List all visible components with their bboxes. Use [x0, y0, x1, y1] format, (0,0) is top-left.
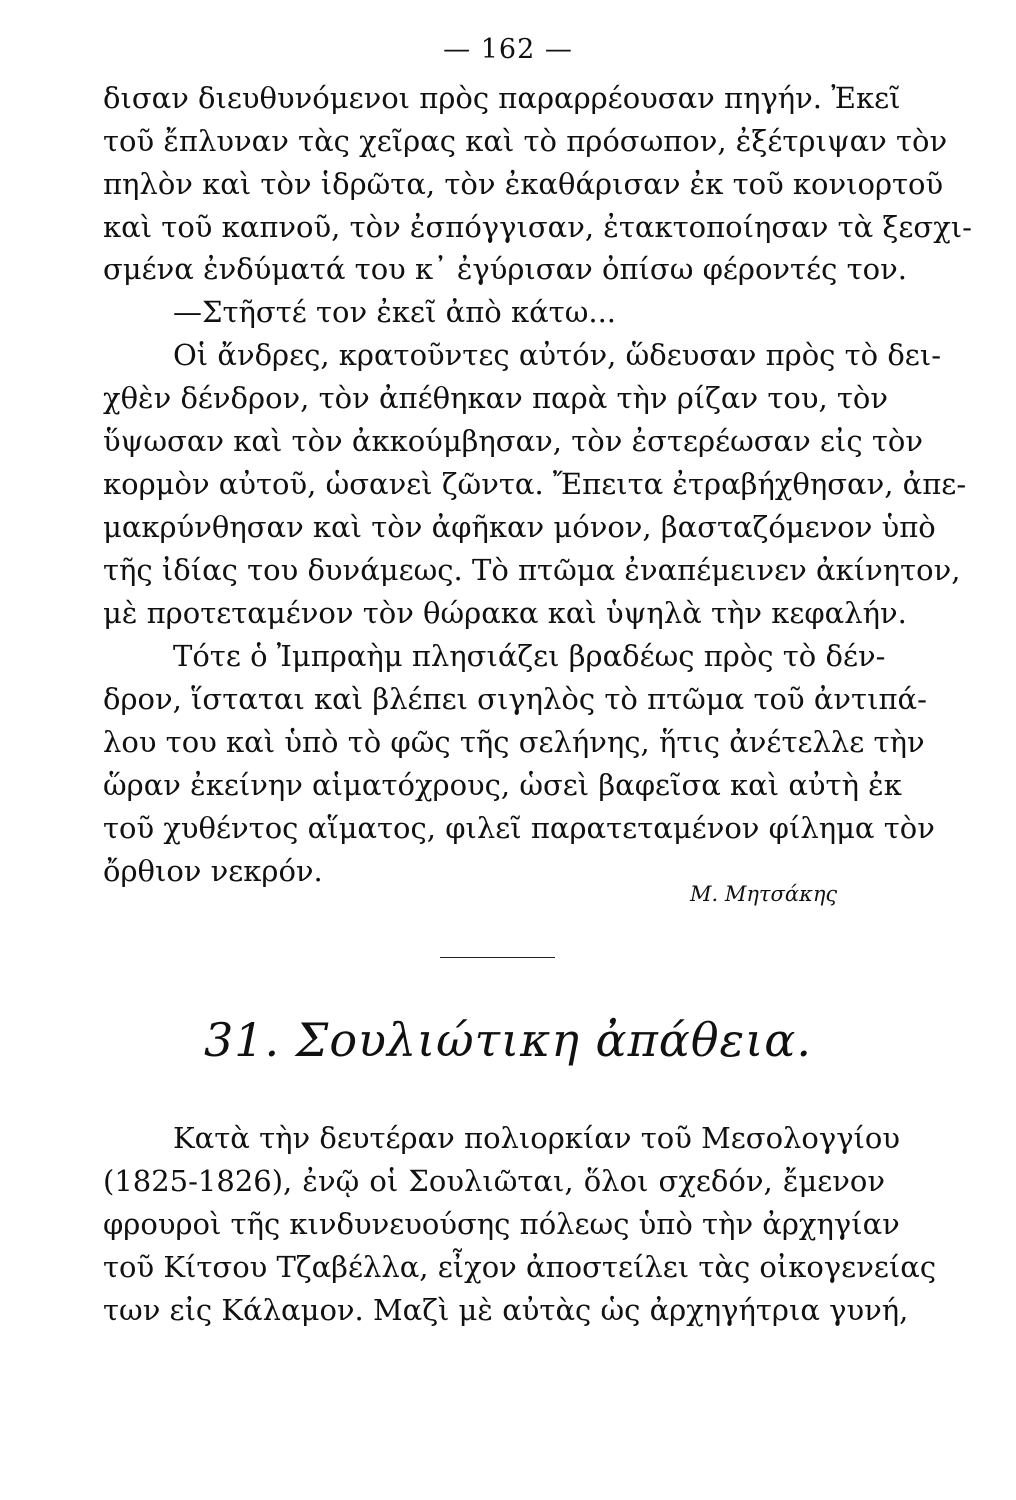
- author-signature: Μ. Μητσάκης: [690, 882, 838, 906]
- text-line: μὲ προτεταμένον τὸν θώρακα καὶ ὑψηλὰ τὴν κεφαλήν.: [103, 596, 907, 630]
- text-line: φρουροὶ τῆς κινδυνευούσης πόλεως ὑπὸ τὴν ἀρχηγίαν: [103, 1207, 900, 1241]
- page-number: — 162 —: [443, 34, 573, 65]
- text-line: χθὲν δένδρον, τὸν ἀπέθηκαν παρὰ τὴν ρίζαν του, τὸν: [103, 381, 889, 415]
- text-line: Τότε ὁ Ἰμπραὴμ πλησιάζει βραδέως πρὸς τὸ δέν-: [173, 639, 886, 673]
- text-line: Κατὰ τὴν δευτέραν πολιορκίαν τοῦ Μεσολογγίου: [173, 1121, 901, 1155]
- text-line: τοῦ ἔπλυναν τὰς χεῖρας καὶ τὸ πρόσωπον, ἐξέτριψαν τὸν: [103, 124, 948, 158]
- text-line: ὥραν ἐκείνην αἱματόχρους, ὡσεὶ βαφεῖσα καὶ αὐτὴ ἐκ: [103, 768, 902, 802]
- text-line: σμένα ἐνδύματά του κ᾽ ἐγύρισαν ὀπίσω φέροντές τον.: [103, 252, 907, 286]
- text-line: τῆς ἰδίας του δυνάμεως. Τὸ πτῶμα ἐναπέμεινεν ἀκίνητον,: [103, 553, 961, 587]
- text-line: των εἰς Κάλαμον. Μαζὶ μὲ αὐτὰς ὡς ἀρχηγήτρια γυνή,: [103, 1293, 909, 1327]
- text-line: μακρύνθησαν καὶ τὸν ἀφῆκαν μόνον, βασταζόμενον ὑπὸ: [103, 510, 936, 544]
- text-line: (1825-1826), ἐνῷ οἱ Σουλιῶται, ὅλοι σχεδόν, ἔμενον: [103, 1164, 885, 1198]
- text-line: τοῦ χυθέντος αἵματος, φιλεῖ παρατεταμένον φίλημα τὸν: [103, 811, 935, 845]
- text-line: ὄρθιον νεκρόν.: [103, 854, 323, 888]
- section-heading: 31. Σουλιώτικη ἀπάθεια.: [204, 1013, 812, 1067]
- text-line: λου του καὶ ὑπὸ τὸ φῶς τῆς σελήνης, ἥτις ἀνέτελλε τὴν: [103, 725, 925, 759]
- text-line: καὶ τοῦ καπνοῦ, τὸν ἐσπόγγισαν, ἐτακτοποίησαν τὰ ξεσχι-: [103, 210, 972, 244]
- text-line: ὕψωσαν καὶ τὸν ἀκκούμβησαν, τὸν ἐστερέωσαν εἰς τὸν: [103, 424, 923, 458]
- text-line: δρον, ἵσταται καὶ βλέπει σιγηλὸς τὸ πτῶμα τοῦ ἀντιπά-: [103, 682, 927, 716]
- text-line: δισαν διευθυνόμενοι πρὸς παραρρέουσαν πηγήν. Ἐκεῖ: [103, 81, 901, 115]
- text-line: πηλὸν καὶ τὸν ἱδρῶτα, τὸν ἐκαθάρισαν ἐκ τοῦ κονιορτοῦ: [103, 167, 944, 201]
- text-line: τοῦ Κίτσου Τζαβέλλα, εἶχον ἀποστείλει τὰς οἰκογενείας: [103, 1250, 937, 1284]
- text-line: Οἱ ἄνδρες, κρατοῦντες αὐτόν, ὥδευσαν πρὸς τὸ δει-: [173, 338, 942, 372]
- section-divider: [440, 957, 555, 958]
- text-line: κορμὸν αὐτοῦ, ὡσανεὶ ζῶντα. Ἔπειτα ἐτραβήχθησαν, ἀπε-: [103, 467, 967, 501]
- dialogue-line: —Στῆστέ τον ἐκεῖ ἀπὸ κάτω...: [173, 295, 617, 329]
